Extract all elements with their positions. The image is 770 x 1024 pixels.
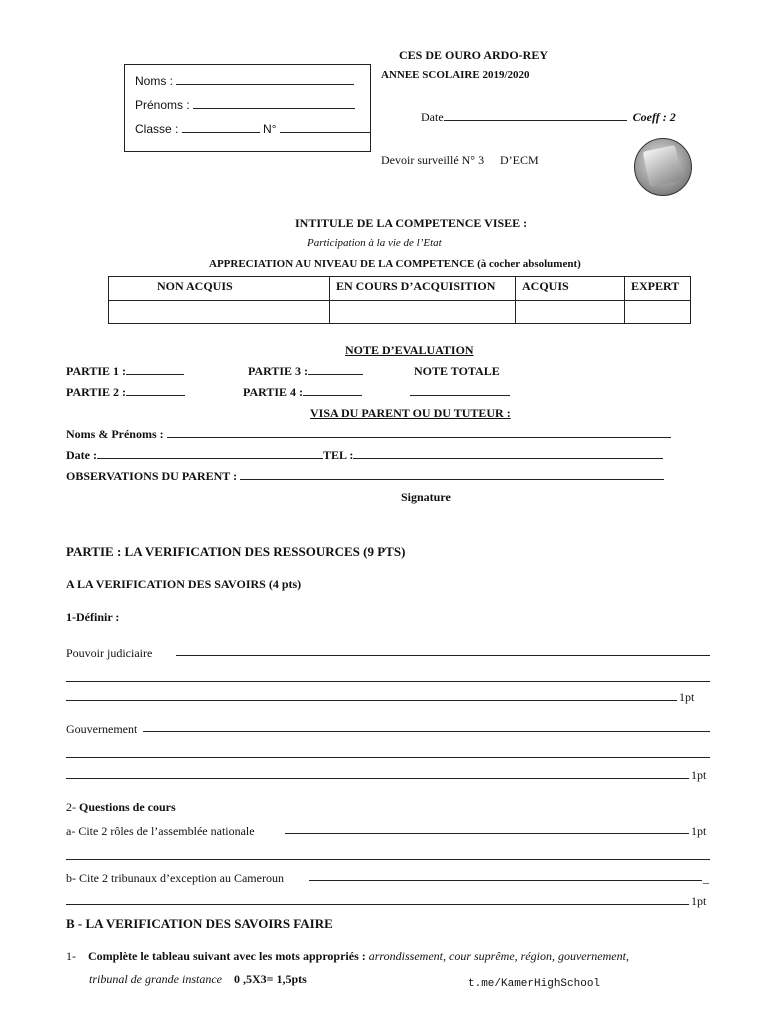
item1-cont-line — [89, 972, 307, 987]
school-year: ANNEE SCOLAIRE 2019/2020 — [381, 69, 530, 81]
questions-num: 2- — [66, 800, 76, 814]
visa-observations-blank — [240, 470, 664, 480]
gouvernement-line-1[interactable] — [143, 721, 710, 732]
col-expert: EXPERT — [625, 277, 691, 301]
check-non-acquis[interactable] — [109, 301, 330, 324]
noms-blank — [176, 73, 354, 85]
numero-blank — [280, 121, 370, 133]
signature-label: Signature — [401, 490, 451, 504]
watermark-text: t.me/KamerHighSchool — [468, 978, 601, 990]
pouvoir-label: Pouvoir judiciaire — [66, 646, 153, 660]
partie-title: PARTIE : LA VERIFICATION DES RESSOURCES (9 PTS) — [66, 544, 406, 559]
partie4-row — [243, 385, 362, 400]
gouvernement-label: Gouvernement — [66, 722, 138, 736]
question-a-line-1[interactable] — [285, 823, 689, 834]
visa-date-row — [66, 448, 663, 463]
visa-observations-row — [66, 469, 664, 484]
visa-date-label: Date : — [66, 448, 97, 462]
competence-title: INTITULE DE LA COMPETENCE VISEE : — [295, 216, 528, 230]
numero-label: N° — [263, 122, 277, 136]
question-b-end: _ — [703, 871, 709, 885]
check-acquis[interactable] — [516, 301, 625, 324]
question-b-points: 1pt — [691, 894, 707, 908]
classe-blank — [182, 121, 260, 133]
partie2-row — [66, 385, 185, 400]
competence-subtitle: Participation à la vie de l’Etat — [307, 237, 442, 249]
item1-instruction: Complète le tableau suivant avec les mots appropriés : — [88, 949, 366, 963]
check-expert[interactable] — [625, 301, 691, 324]
questions-label: Questions de cours — [79, 800, 176, 814]
school-name: CES DE OURO ARDO-REY — [399, 48, 549, 62]
question-a-points: 1pt — [691, 824, 707, 838]
question-a-label: a- Cite 2 rôles de l’assemblée nationale — [66, 824, 255, 838]
questions-heading — [66, 800, 176, 815]
classe-row — [135, 121, 370, 136]
pouvoir-line-2[interactable] — [66, 671, 710, 682]
gouvernement-points: 1pt — [691, 768, 707, 782]
col-en-cours: EN COURS D’ACQUISITION — [330, 277, 516, 301]
question-b-line-2[interactable] — [66, 894, 689, 905]
devoir-text: Devoir surveillé N° 3 — [381, 153, 485, 167]
coeff-text: Coeff : 2 — [632, 110, 676, 124]
gouvernement-line-2[interactable] — [66, 747, 710, 758]
pouvoir-line-1[interactable] — [176, 645, 710, 656]
visa-noms-row — [66, 427, 671, 442]
col-non-acquis: NON ACQUIS — [109, 277, 330, 301]
definir-label: 1-Définir : — [66, 610, 120, 624]
pouvoir-points: 1pt — [679, 690, 695, 704]
school-logo — [634, 138, 692, 196]
note-totale-label: NOTE TOTALE — [414, 364, 500, 378]
prenoms-label: Prénoms : — [135, 98, 190, 112]
partie3-blank — [308, 365, 363, 375]
classe-label: Classe : — [135, 122, 179, 136]
competence-table — [108, 276, 691, 324]
partie2-blank — [126, 386, 185, 396]
appreciation-title: APPRECIATION AU NIVEAU DE LA COMPETENCE (à cocher absolument) — [209, 258, 581, 270]
visa-tel-label: TEL : — [322, 448, 354, 462]
visa-noms-label: Noms & Prénoms : — [66, 427, 164, 441]
section-b-title: B - LA VERIFICATION DES SAVOIRS FAIRE — [66, 916, 333, 931]
partie4-label: PARTIE 4 : — [243, 385, 304, 399]
item1-points: 0 ,5X3= 1,5pts — [233, 972, 307, 986]
prenoms-row — [135, 97, 355, 112]
partie4-blank — [303, 386, 362, 396]
visa-date-blank — [97, 449, 323, 459]
item1-words: arrondissement, cour suprême, région, gouvernement, — [368, 949, 629, 963]
date-label: Date — [421, 110, 444, 124]
pouvoir-line-3[interactable] — [66, 690, 677, 701]
item1-words-cont: tribunal de grande instance — [89, 972, 222, 986]
partie2-label: PARTIE 2 : — [66, 385, 127, 399]
partie3-label: PARTIE 3 : — [248, 364, 309, 378]
check-en-cours[interactable] — [330, 301, 516, 324]
visa-observations-label: OBSERVATIONS DU PARENT : — [66, 469, 238, 483]
partie1-label: PARTIE 1 : — [66, 364, 127, 378]
partie3-row — [248, 364, 363, 379]
subject-text: D’ECM — [500, 153, 539, 167]
gouvernement-line-3[interactable] — [66, 768, 689, 779]
partie1-row — [66, 364, 184, 379]
visa-tel-blank — [353, 449, 663, 459]
note-totale-blank — [410, 385, 510, 396]
prenoms-blank — [193, 97, 355, 109]
section-a-title: A LA VERIFICATION DES SAVOIRS (4 pts) — [66, 577, 302, 591]
noms-label: Noms : — [135, 74, 174, 88]
question-b-label: b- Cite 2 tribunaux d’exception au Cameroun — [66, 871, 284, 885]
student-id-box — [124, 64, 371, 152]
visa-title: VISA DU PARENT OU DU TUTEUR : — [310, 406, 511, 420]
col-acquis: ACQUIS — [516, 277, 625, 301]
partie1-blank — [126, 365, 184, 375]
evaluation-title: NOTE D’EVALUATION — [345, 343, 474, 357]
date-row — [421, 110, 676, 125]
noms-row — [135, 73, 354, 88]
question-b-line-1[interactable] — [309, 870, 702, 881]
item1-num: 1- — [66, 949, 76, 963]
date-blank — [444, 111, 627, 121]
item1-line — [66, 949, 629, 964]
question-a-line-2[interactable] — [66, 849, 710, 860]
visa-noms-blank — [167, 428, 671, 438]
